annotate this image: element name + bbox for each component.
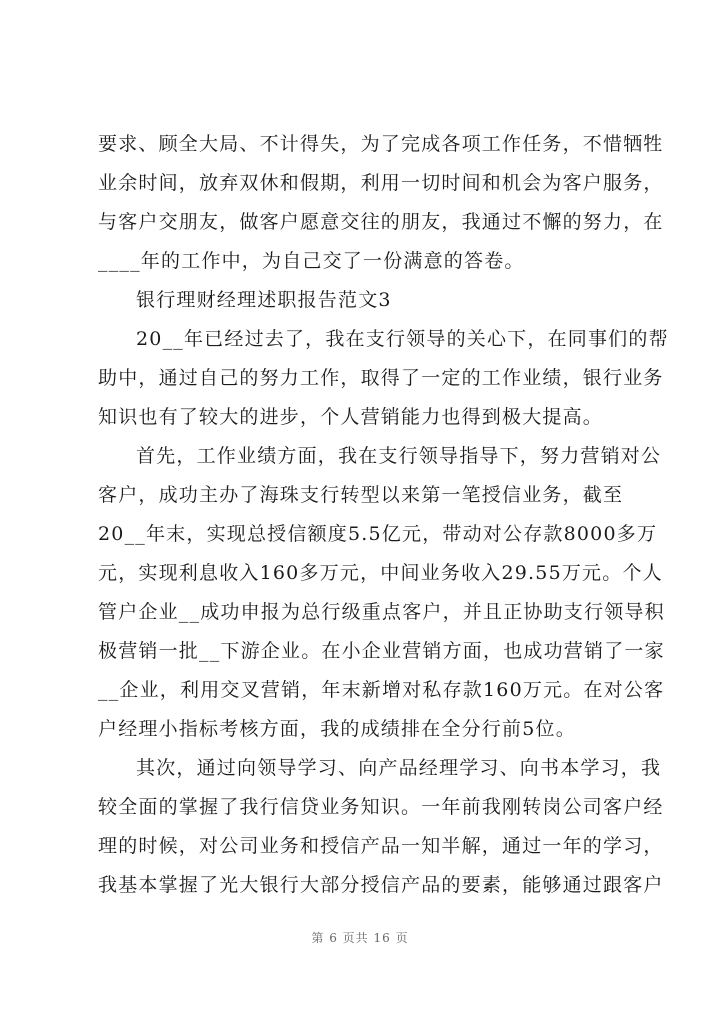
paragraph-line: 要求、顾全大局、不计得失，为了完成各项工作任务，不惜牺牲 — [98, 133, 664, 155]
paragraph-line: 首先，工作业绩方面，我在支行领导指导下，努力营销对公 — [136, 445, 662, 467]
paragraph-line: 助中，通过自己的努力工作，取得了一定的工作业绩，银行业务 — [98, 367, 664, 389]
paragraph-line: 户经理小指标考核方面，我的成绩排在全分行前5位。 — [98, 718, 576, 740]
paragraph-line: ____年的工作中，为自己交了一份满意的答卷。 — [98, 250, 525, 272]
paragraph-line: 元，实现利息收入160多万元，中间业务收入29.55万元。个人 — [98, 562, 663, 584]
paragraph-line: 我基本掌握了光大银行大部分授信产品的要素，能够通过跟客户 — [98, 874, 664, 896]
paragraph-line: 业余时间，放弃双休和假期，利用一切时间和机会为客户服务， — [98, 172, 664, 194]
paragraph-line: 20__年已经过去了，我在支行领导的关心下，在同事们的帮 — [136, 328, 669, 350]
paragraph-line: 较全面的掌握了我行信贷业务知识。一年前我刚转岗公司客户经 — [98, 796, 664, 818]
page-number-footer: 第 6 页共 16 页 — [311, 931, 409, 945]
paragraph-line: 知识也有了较大的进步，个人营销能力也得到极大提高。 — [98, 406, 604, 428]
paragraph-line: 极营销一批__下游企业。在小企业营销方面，也成功营销了一家 — [98, 640, 665, 662]
paragraph-line: 其次，通过向领导学习、向产品经理学习、向书本学习，我 — [136, 757, 662, 779]
paragraph-line: 理的时候，对公司业务和授信产品一知半解，通过一年的学习， — [98, 835, 664, 857]
paragraph-line: __企业，利用交叉营销，年末新增对私存款160万元。在对公客 — [98, 679, 665, 701]
section-heading: 银行理财经理述职报告范文3 — [136, 289, 392, 311]
paragraph-line: 20__年末，实现总授信额度5.5亿元，带动对公存款8000多万 — [98, 523, 658, 545]
paragraph-line: 客户，成功主办了海珠支行转型以来第一笔授信业务，截至 — [98, 484, 624, 506]
paragraph-line: 与客户交朋友，做客户愿意交往的朋友，我通过不懈的努力，在 — [98, 211, 664, 233]
paragraph-line: 管户企业__成功申报为总行级重点客户，并且正协助支行领导积 — [98, 601, 665, 623]
